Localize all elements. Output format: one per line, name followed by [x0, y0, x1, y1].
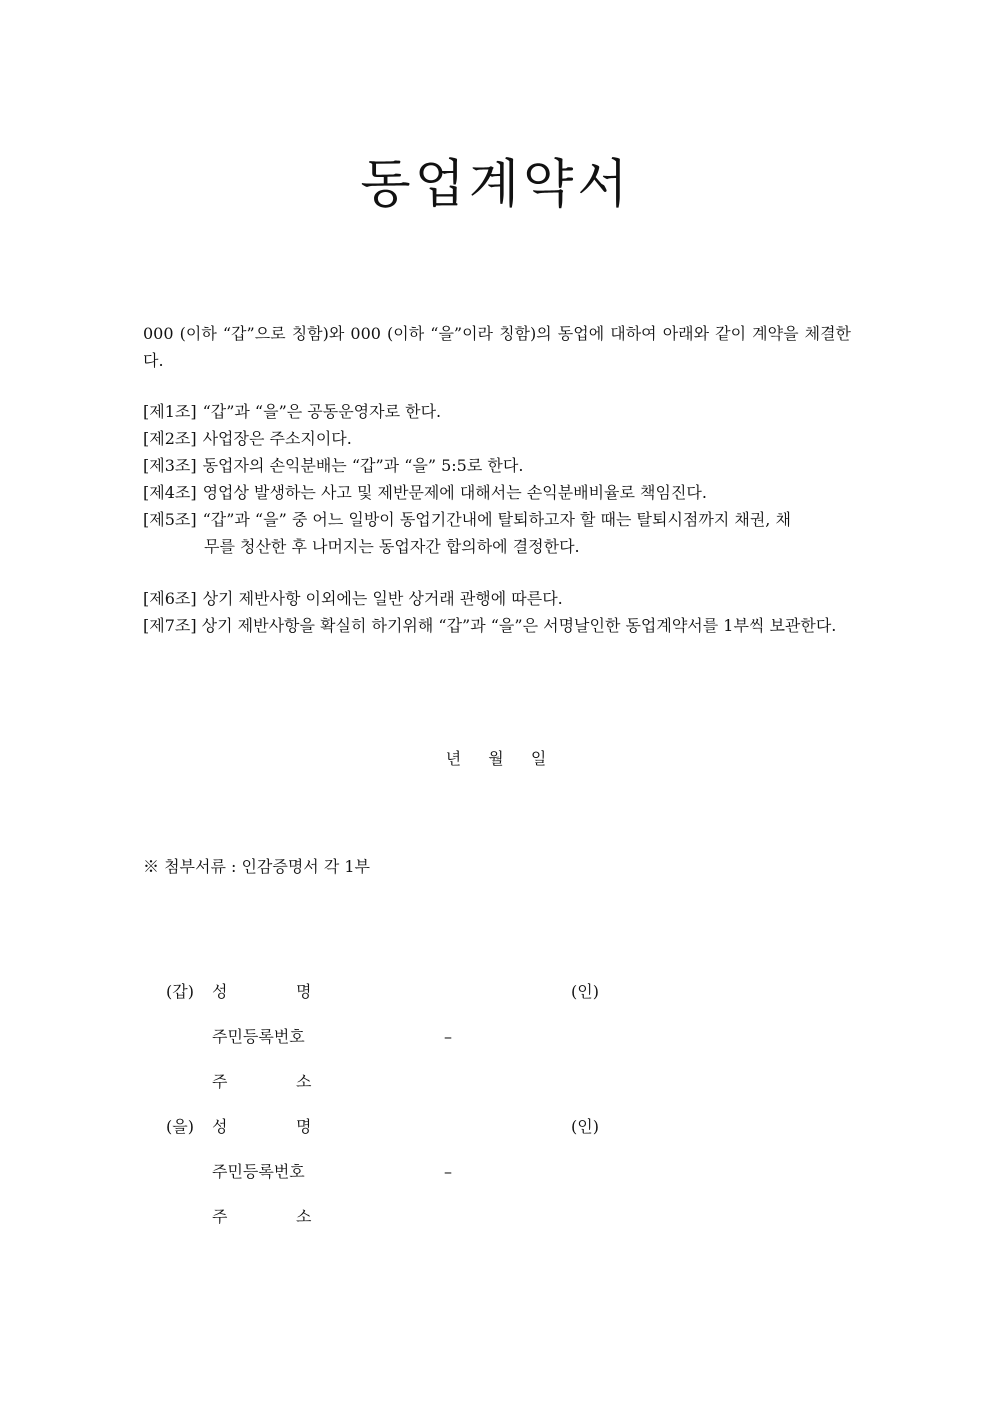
- id-number-dash: –: [444, 1027, 452, 1046]
- article-number: [제2조]: [143, 429, 197, 448]
- id-number-label: 주민등록번호: [212, 1027, 305, 1046]
- seal-mark: (인): [571, 1117, 599, 1136]
- article-6: [143, 585, 851, 612]
- seal-mark: (인): [571, 982, 599, 1001]
- article-5-continuation: 무를 청산한 후 나머지는 동업자간 합의하에 결정한다.: [204, 537, 580, 556]
- name-label-first: 성: [212, 1117, 228, 1136]
- address-label-second: 소: [296, 1207, 312, 1226]
- article-2: [143, 425, 851, 452]
- article-text: 상기 제반사항을 확실히 하기위해 “갑”과 “을”은 서명날인한 동업계약서를 1부씩 보관한다.: [201, 616, 837, 635]
- article-number: [제1조]: [143, 402, 197, 421]
- date-day: 일: [530, 749, 547, 768]
- article-7: [143, 612, 851, 639]
- article-number: [제3조]: [143, 456, 197, 475]
- article-text: 동업자의 손익분배는 “갑”과 “을” 5:5로 한다.: [202, 456, 524, 475]
- contract-date: [0, 746, 992, 769]
- article-text: 사업장은 주소지이다.: [202, 429, 352, 448]
- article-number: [제4조]: [143, 483, 197, 502]
- article-4: [143, 479, 851, 506]
- article-text: 상기 제반사항 이외에는 일반 상거래 관행에 따른다.: [202, 589, 563, 608]
- id-number-dash: –: [444, 1162, 452, 1181]
- article-number: [제7조]: [143, 616, 197, 635]
- name-label-second: 명: [296, 982, 312, 1001]
- attachment-note: ※ 첨부서류 : 인감증명서 각 1부: [143, 857, 371, 876]
- date-year: 년: [445, 749, 462, 768]
- name-label-first: 성: [212, 982, 228, 1001]
- address-label-second: 소: [296, 1072, 312, 1091]
- article-text: “갑”과 “을” 중 어느 일방이 동업기간내에 탈퇴하고자 할 때는 탈퇴시점까지 채권, 채: [202, 510, 791, 529]
- intro-paragraph: 000 (이하 “갑”으로 칭함)와 000 (이하 “을”이라 칭함)의 동업에 대하여 아래와 같이 계약을 체결한다.: [143, 324, 851, 370]
- articles-list: [143, 398, 851, 639]
- name-label-second: 명: [296, 1117, 312, 1136]
- address-label-first: 주: [212, 1072, 228, 1091]
- article-5: [143, 506, 851, 533]
- id-number-label: 주민등록번호: [212, 1162, 305, 1181]
- party-a-label: (갑): [166, 982, 194, 1001]
- article-number: [제6조]: [143, 589, 197, 608]
- party-b-label: (을): [166, 1117, 194, 1136]
- article-1: [143, 398, 851, 425]
- article-text: “갑”과 “을”은 공동운영자로 한다.: [202, 402, 442, 421]
- article-3: [143, 452, 851, 479]
- article-text: 영업상 발생하는 사고 및 제반문제에 대해서는 손익분배비율로 책임진다.: [202, 483, 707, 502]
- document-title: 동업계약서: [360, 155, 632, 215]
- date-month: 월: [488, 749, 504, 768]
- article-number: [제5조]: [143, 510, 197, 529]
- spacer: [143, 560, 851, 585]
- address-label-first: 주: [212, 1207, 228, 1226]
